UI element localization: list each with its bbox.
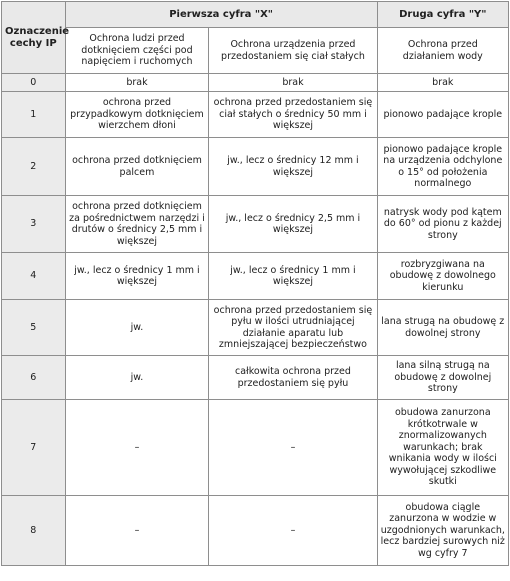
row-device: brak — [209, 74, 377, 92]
table-row — [2, 496, 509, 566]
row-people: – — [65, 400, 209, 496]
subheader-water: Ochrona przed działaniem wody — [377, 28, 508, 74]
row-code: 3 — [2, 196, 66, 253]
row-device: ochrona przed przedostaniem się ciał stałych o średnicy 50 mm i większej — [209, 92, 377, 138]
subheader-people: Ochrona ludzi przed dotknięciem części pod napięciem i ruchomych — [65, 28, 209, 74]
table-row — [2, 138, 509, 196]
row-water: brak — [377, 74, 508, 92]
table-row — [2, 92, 509, 138]
row-code: 4 — [2, 253, 66, 300]
table-row — [2, 356, 509, 400]
row-water: pionowo padające krople na urządzenia odchylone o 15° od położenia normalnego — [377, 138, 508, 196]
table-row — [2, 196, 509, 253]
row-device: jw., lecz o średnicy 2,5 mm i większej — [209, 196, 377, 253]
row-code: 1 — [2, 92, 66, 138]
row-device: jw., lecz o średnicy 1 mm i większej — [209, 253, 377, 300]
row-code: 2 — [2, 138, 66, 196]
row-water: pionowo padające krople — [377, 92, 508, 138]
row-people: jw. — [65, 300, 209, 356]
row-code: 8 — [2, 496, 66, 566]
row-device: ochrona przed przedostaniem się pyłu w ilości utrudniającej działanie aparatu lub zmniejszającej bezpieczeństwo — [209, 300, 377, 356]
row-water: rozbryzgiwana na obudowę z dowolnego kierunku — [377, 253, 508, 300]
header-code-label: Oznaczenie cechy IP — [2, 2, 66, 74]
subheader-device: Ochrona urządzenia przed przedostaniem się ciał stałych — [209, 28, 377, 74]
row-people: jw., lecz o średnicy 1 mm i większej — [65, 253, 209, 300]
ip-code-table — [1, 1, 509, 566]
row-people: – — [65, 496, 209, 566]
row-people: brak — [65, 74, 209, 92]
row-device: jw., lecz o średnicy 12 mm i większej — [209, 138, 377, 196]
row-water: lana strugą na obudowę z dowolnej strony — [377, 300, 508, 356]
row-people: ochrona przed dotknięciem za pośrednictwem narzędzi i drutów o średnicy 2,5 mm i większej — [65, 196, 209, 253]
row-code: 7 — [2, 400, 66, 496]
row-people: ochrona przed dotknięciem palcem — [65, 138, 209, 196]
row-water: lana silną strugą na obudowę z dowolnej strony — [377, 356, 508, 400]
header-second-digit: Druga cyfra "Y" — [377, 2, 508, 28]
row-people: ochrona przed przypadkowym dotknięciem wierzchem dłoni — [65, 92, 209, 138]
row-water: natrysk wody pod kątem do 60° od pionu z każdej strony — [377, 196, 508, 253]
row-people: jw. — [65, 356, 209, 400]
table-row — [2, 74, 509, 92]
table-row — [2, 400, 509, 496]
header-first-digit: Pierwsza cyfra "X" — [65, 2, 377, 28]
table-row — [2, 253, 509, 300]
row-device: – — [209, 496, 377, 566]
row-code: 5 — [2, 300, 66, 356]
row-device: całkowita ochrona przed przedostaniem się pyłu — [209, 356, 377, 400]
table-row — [2, 300, 509, 356]
row-code: 0 — [2, 74, 66, 92]
row-device: – — [209, 400, 377, 496]
row-water: obudowa ciągle zanurzona w wodzie w uzgodnionych warunkach, lecz bardziej surowych niż wg cyfry 7 — [377, 496, 508, 566]
row-code: 6 — [2, 356, 66, 400]
row-water: obudowa zanurzona krótkotrwale w znormalizowanych warunkach; brak wnikania wody w ilości wywołującej szkodliwe skutki — [377, 400, 508, 496]
